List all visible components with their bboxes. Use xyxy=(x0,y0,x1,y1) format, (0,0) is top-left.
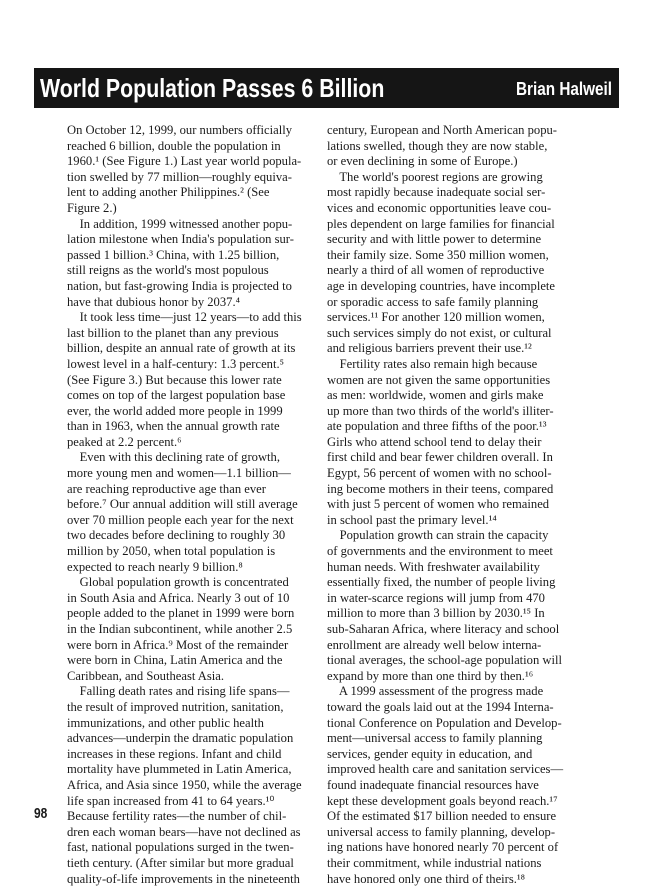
text-line: ples dependent on large families for financial xyxy=(327,217,573,233)
text-line: over 70 million people each year for the next xyxy=(67,513,317,529)
text-line: vices and economic opportunities leave cou- xyxy=(327,201,573,217)
text-line: more young men and women—1.1 billion— xyxy=(67,466,317,482)
text-line: improved health care and sanitation services— xyxy=(327,762,573,778)
text-line: lent to adding another Philippines.² (See xyxy=(67,185,317,201)
text-line: than in 1963, when the annual growth rate xyxy=(67,419,317,435)
text-line: Africa, and Asia since 1950, while the average xyxy=(67,778,317,794)
text-line: nearly a third of all women of reproductive xyxy=(327,263,573,279)
text-line: in South Asia and Africa. Nearly 3 out of 10 xyxy=(67,591,317,607)
text-line: 1960.¹ (See Figure 1.) Last year world popula- xyxy=(67,154,317,170)
text-line: Figure 2.) xyxy=(67,201,317,217)
text-line: The world's poorest regions are growing xyxy=(327,170,573,186)
text-line: enrollment are already well below interna- xyxy=(327,638,573,654)
text-line: tieth century. (After similar but more gradual xyxy=(67,856,317,872)
text-line: fast, national populations surged in the twen- xyxy=(67,840,317,856)
text-line: women are not given the same opportunities xyxy=(327,373,573,389)
text-line: A 1999 assessment of the progress made xyxy=(327,684,573,700)
text-line: universal access to family planning, develop- xyxy=(327,825,573,841)
text-line: are reaching reproductive age than ever xyxy=(67,482,317,498)
text-line: ate population and three fifths of the poor.¹³ xyxy=(327,419,573,435)
text-line: were born in Africa.⁹ Most of the remainder xyxy=(67,638,317,654)
text-line: dren each woman bears—have not declined as xyxy=(67,825,317,841)
text-line: two decades before declining to roughly 30 xyxy=(67,528,317,544)
text-line: Because fertility rates—the number of chil- xyxy=(67,809,317,825)
text-line: ing nations have honored nearly 70 percent of xyxy=(327,840,573,856)
text-line: were born in China, Latin America and the xyxy=(67,653,317,669)
text-line: in water-scarce regions will jump from 470 xyxy=(327,591,573,607)
text-line: most rapidly because inadequate social ser- xyxy=(327,185,573,201)
text-line: expected to reach nearly 9 billion.⁸ xyxy=(67,560,317,576)
right-text-column xyxy=(327,123,573,887)
text-line: On October 12, 1999, our numbers officially xyxy=(67,123,317,139)
text-line: kept these development goals beyond reach.¹⁷ xyxy=(327,794,573,810)
text-line: lations swelled, though they are now stable, xyxy=(327,139,573,155)
text-line: Falling death rates and rising life spans— xyxy=(67,684,317,700)
text-line: It took less time—just 12 years—to add this xyxy=(67,310,317,326)
text-line: services, gender equity in education, and xyxy=(327,747,573,763)
text-line: Global population growth is concentrated xyxy=(67,575,317,591)
text-line: Population growth can strain the capacity xyxy=(327,528,573,544)
text-line: comes on top of the largest population base xyxy=(67,388,317,404)
text-line: advances—underpin the dramatic population xyxy=(67,731,317,747)
text-line: tional averages, the school-age population will xyxy=(327,653,573,669)
text-line: toward the goals laid out at the 1994 Interna- xyxy=(327,700,573,716)
text-line: tional Conference on Population and Develop- xyxy=(327,716,573,732)
text-line: life span increased from 41 to 64 years.¹⁰ xyxy=(67,794,317,810)
text-line: sub-Saharan Africa, where literacy and school xyxy=(327,622,573,638)
text-line: last billion to the planet than any previous xyxy=(67,326,317,342)
text-line: nation, but fast-growing India is projected to xyxy=(67,279,317,295)
text-line: Girls who attend school tend to delay their xyxy=(327,435,573,451)
text-line: increases in these regions. Infant and child xyxy=(67,747,317,763)
text-line: passed 1 billion.³ China, with 1.25 billion, xyxy=(67,248,317,264)
page-number: 98 xyxy=(34,805,47,822)
text-line: their family size. Some 350 million women, xyxy=(327,248,573,264)
text-line: human needs. With freshwater availability xyxy=(327,560,573,576)
text-line: Fertility rates also remain high because xyxy=(327,357,573,373)
text-line: such services simply do not exist, or cultural xyxy=(327,326,573,342)
text-line: services.¹¹ For another 120 million women, xyxy=(327,310,573,326)
text-line: or sporadic access to safe family planning xyxy=(327,295,573,311)
text-line: in the Indian subcontinent, while another 2.5 xyxy=(67,622,317,638)
article-title: World Population Passes 6 Billion xyxy=(40,72,384,104)
text-line: age in developing countries, have incomplete xyxy=(327,279,573,295)
text-line: billion, despite an annual rate of growth at its xyxy=(67,341,317,357)
text-line: with just 5 percent of women who remained xyxy=(327,497,573,513)
text-line: million to more than 3 billion by 2030.¹⁵ In xyxy=(327,606,573,622)
text-line: the result of improved nutrition, sanitation, xyxy=(67,700,317,716)
text-line: lowest level in a half-century: 1.3 percent.⁵ xyxy=(67,357,317,373)
text-line: ever, the world added more people in 1999 xyxy=(67,404,317,420)
text-line: century, European and North American popu- xyxy=(327,123,573,139)
text-line: lation milestone when India's population sur- xyxy=(67,232,317,248)
text-line: million by 2050, when total population is xyxy=(67,544,317,560)
text-line: their commitment, while industrial nations xyxy=(327,856,573,872)
author-name: Brian Halweil xyxy=(516,77,612,101)
text-line: still reigns as the world's most populous xyxy=(67,263,317,279)
text-line: reached 6 billion, double the population in xyxy=(67,139,317,155)
text-line: as men: worldwide, women and girls make xyxy=(327,388,573,404)
text-line: ing become mothers in their teens, compared xyxy=(327,482,573,498)
text-line: immunizations, and other public health xyxy=(67,716,317,732)
text-line: mortality have plummeted in Latin America, xyxy=(67,762,317,778)
text-line: before.⁷ Our annual addition will still average xyxy=(67,497,317,513)
text-line: (See Figure 3.) But because this lower rate xyxy=(67,373,317,389)
text-line: In addition, 1999 witnessed another popu- xyxy=(67,217,317,233)
text-line: found inadequate financial resources have xyxy=(327,778,573,794)
text-line: security and with little power to determine xyxy=(327,232,573,248)
text-line: Egypt, 56 percent of women with no school- xyxy=(327,466,573,482)
left-text-column xyxy=(67,123,317,887)
text-line: have that dubious honor by 2037.⁴ xyxy=(67,295,317,311)
text-line: Caribbean, and Southeast Asia. xyxy=(67,669,317,685)
text-line: have honored only one third of theirs.¹⁸ xyxy=(327,872,573,887)
text-line: up more than two thirds of the world's illiter- xyxy=(327,404,573,420)
text-line: and religious barriers prevent their use.¹² xyxy=(327,341,573,357)
text-line: essentially fixed, the number of people living xyxy=(327,575,573,591)
text-line: in school past the primary level.¹⁴ xyxy=(327,513,573,529)
text-line: of governments and the environment to meet xyxy=(327,544,573,560)
text-line: ment—universal access to family planning xyxy=(327,731,573,747)
text-line: tion swelled by 77 million—roughly equiva- xyxy=(67,170,317,186)
text-line: Even with this declining rate of growth, xyxy=(67,450,317,466)
text-line: peaked at 2.2 percent.⁶ xyxy=(67,435,317,451)
text-line: expand by more than one third by then.¹⁶ xyxy=(327,669,573,685)
text-line: quality-of-life improvements in the nineteenth xyxy=(67,872,317,887)
text-line: Of the estimated $17 billion needed to ensure xyxy=(327,809,573,825)
text-line: people added to the planet in 1999 were born xyxy=(67,606,317,622)
text-line: or even declining in some of Europe.) xyxy=(327,154,573,170)
text-line: first child and bear fewer children overall. In xyxy=(327,450,573,466)
